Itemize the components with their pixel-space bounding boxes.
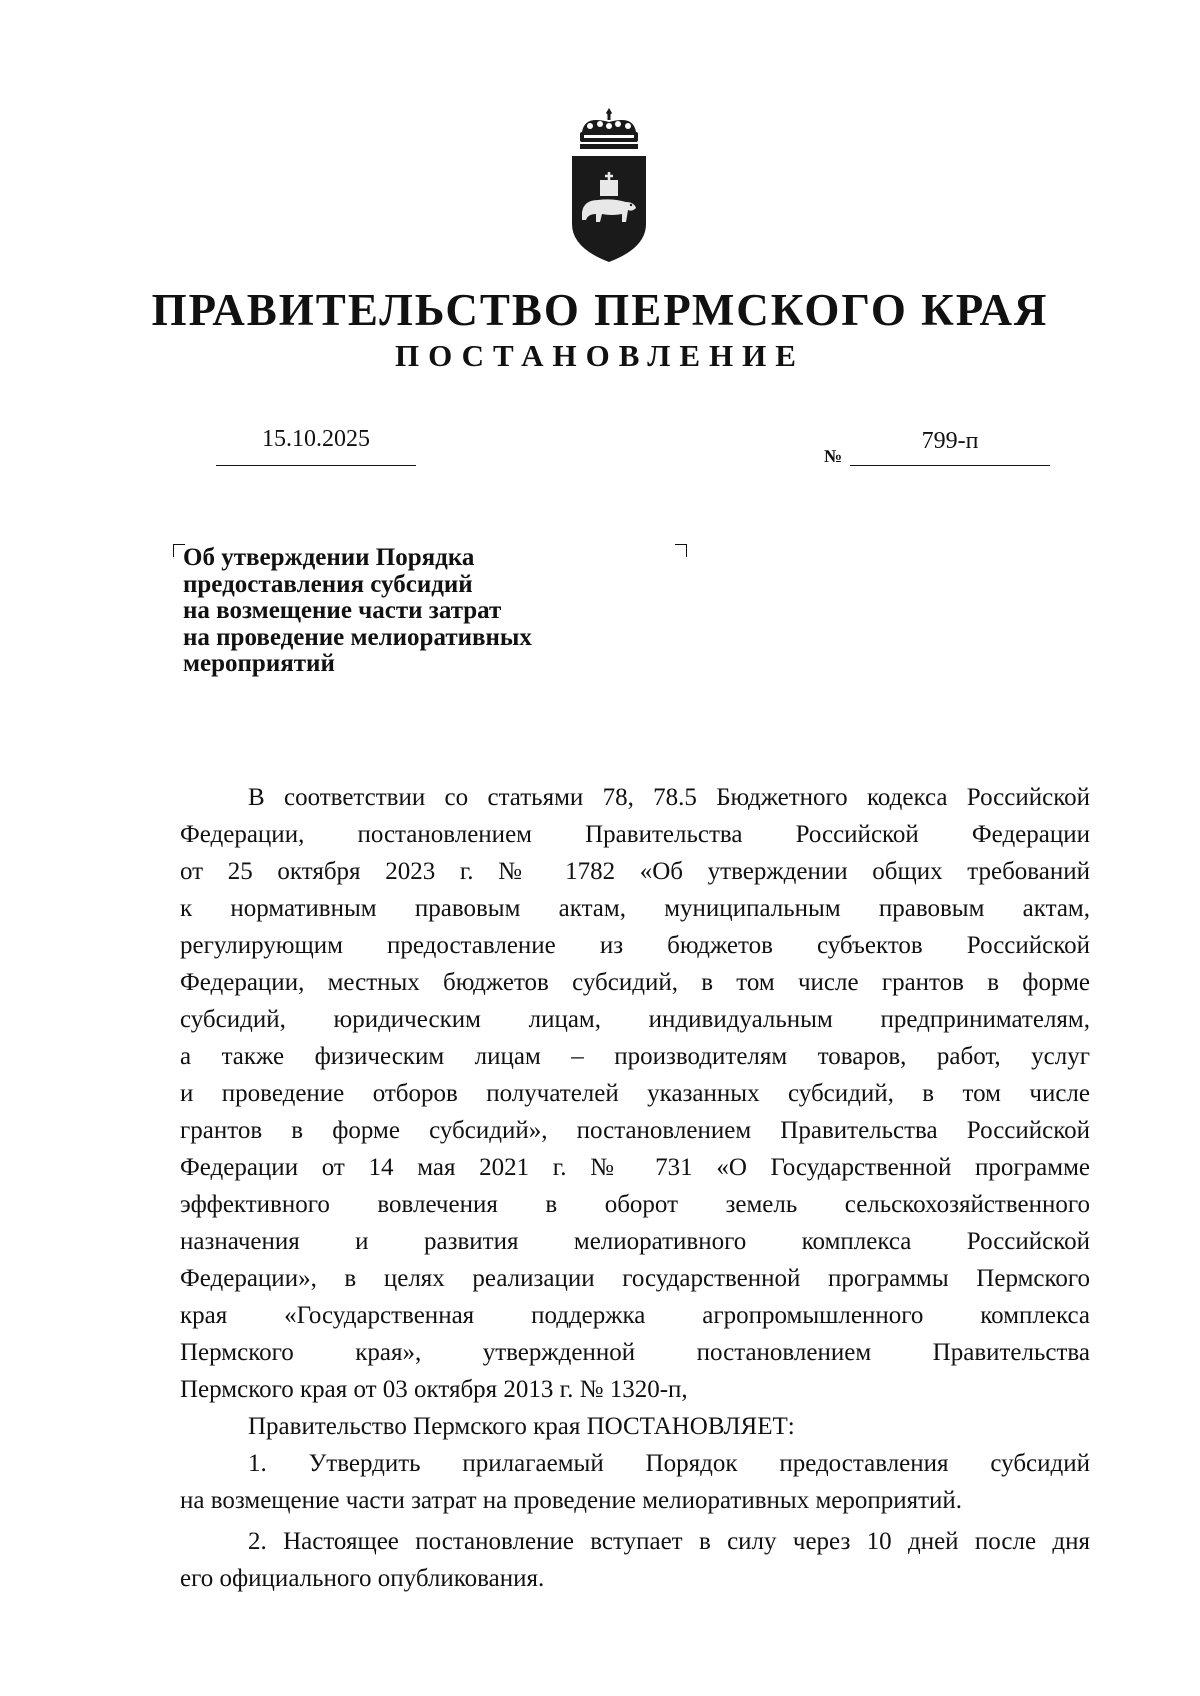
- subject-line: предоставления субсидий: [183, 570, 473, 598]
- government-title: ПРАВИТЕЛЬСТВО ПЕРМСКОГО КРАЯ: [151, 285, 1049, 335]
- document-type: ПОСТАНОВЛЕНИЕ: [395, 338, 805, 373]
- preamble-line: к нормативным правовым актам, муниципальным правовым актам,: [180, 895, 1090, 922]
- subject-line: на проведение мелиоративных: [183, 623, 532, 651]
- document-number: 799-п: [921, 428, 979, 454]
- preamble-line: края «Государственная поддержка агропромышленного комплекса: [180, 1302, 1090, 1329]
- item-2-line: его официального опубликования.: [180, 1565, 545, 1592]
- subject-line: мероприятий: [183, 650, 335, 677]
- preamble-line: от 25 октября 2023 г. № 1782 «Об утверждении общих требований: [180, 858, 1090, 885]
- preamble-line: а также физическим лицам – производителям товаров, работ, услуг: [180, 1043, 1090, 1070]
- item-1-line: на возмещение части затрат на проведение мелиоративных мероприятий.: [180, 1487, 963, 1514]
- item-1-line: 1. Утвердить прилагаемый Порядок предоставления субсидий: [248, 1450, 1090, 1477]
- document-subject: [183, 545, 623, 678]
- preamble-line: регулирующим предоставление из бюджетов субъектов Российской: [180, 932, 1090, 959]
- number-underline: [850, 465, 1050, 466]
- preamble-line: грантов в форме субсидий», постановлением Правительства Российской: [180, 1117, 1090, 1144]
- preamble-line: назначения и развития мелиоративного комплекса Российской: [180, 1228, 1090, 1255]
- perm-krai-coat-of-arms-icon: [562, 106, 656, 264]
- preamble-line: субсидий, юридическим лицам, индивидуальным предпринимателям,: [180, 1006, 1090, 1033]
- document-body: [180, 779, 1090, 1597]
- preamble-line: Пермского края», утвержденной постановлением Правительства: [180, 1339, 1090, 1366]
- date-underline: [216, 465, 416, 466]
- document-date: 15.10.2025: [262, 426, 370, 452]
- preamble-line: Федерации», в целях реализации государственной программы Пермского: [180, 1265, 1090, 1292]
- preamble-line: и проведение отборов получателей указанных субсидий, в том числе: [180, 1080, 1090, 1107]
- subject-line: Об утверждении Порядка: [183, 544, 475, 571]
- resolves-line: Правительство Пермского края ПОСТАНОВЛЯЕТ:: [248, 1413, 795, 1440]
- subject-corner-right-mark: [675, 544, 687, 557]
- preamble-line: Федерации от 14 мая 2021 г. № 731 «О Государственной программе: [180, 1154, 1090, 1181]
- number-sign: №: [824, 446, 843, 466]
- preamble-line: Федерации, местных бюджетов субсидий, в том числе грантов в форме: [180, 969, 1090, 996]
- preamble-line: Пермского края от 03 октября 2013 г. № 1320-п,: [180, 1376, 688, 1403]
- item-2-line: 2. Настоящее постановление вступает в силу через 10 дней после дня: [248, 1528, 1090, 1555]
- preamble-line: Федерации, постановлением Правительства Российской Федерации: [180, 821, 1090, 848]
- subject-line: на возмещение части затрат: [183, 597, 502, 624]
- preamble-line: эффективного вовлечения в оборот земель сельскохозяйственного: [180, 1191, 1090, 1218]
- preamble-line: В соответствии со статьями 78, 78.5 Бюджетного кодекса Российской: [248, 784, 1090, 811]
